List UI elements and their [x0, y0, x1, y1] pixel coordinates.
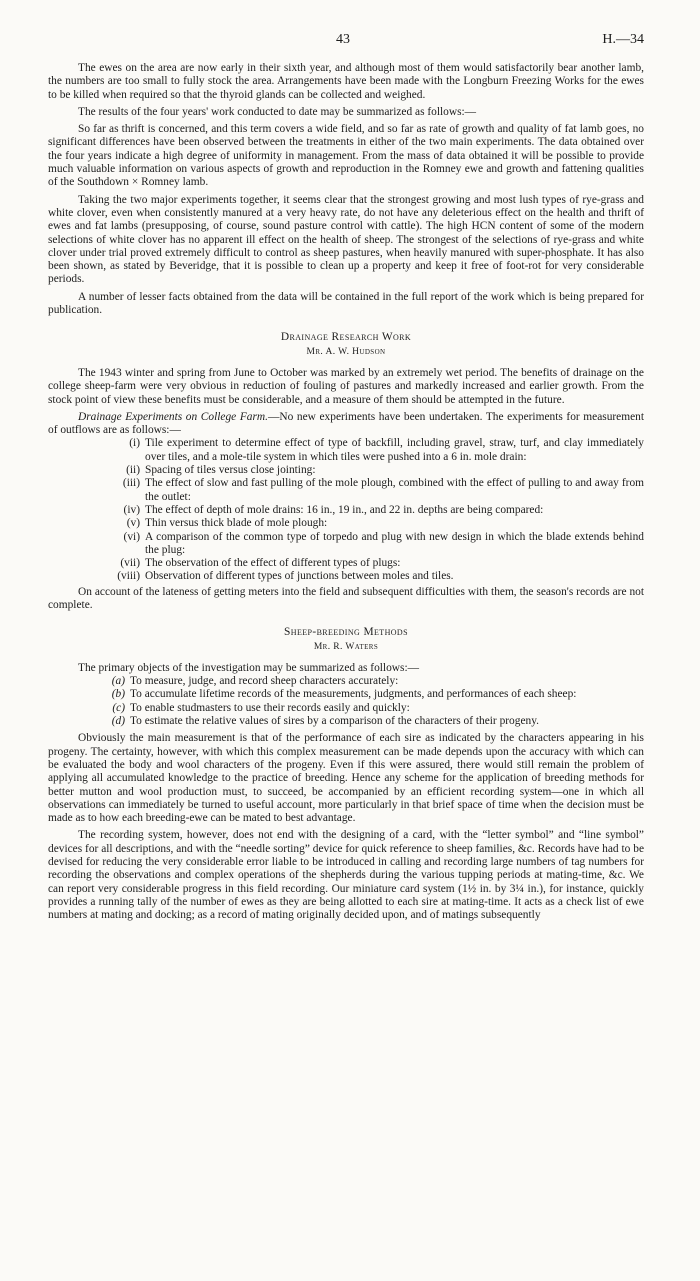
- drainage-experiment-list: [48, 437, 644, 583]
- page-number: 43: [336, 32, 350, 47]
- list-item: (vii) The observation of the effect of different types of plugs:: [120, 557, 401, 570]
- intro-paragraph: Taking the two major experiments together, it seems clear that the strongest growing and most lush types of rye-grass and white clover, even when consistently manured at a very heavy rate, do not have any deleterious effect on the health and thrift of ewes and fat lambs (presupposing, of course, sound pasture control with cattle). The high HCN content of some of the modern selections of white clover has no apparent ill effect on the health of sheep. The strongest of the selections of rye-grass and white clover under trial proved extremely difficult to control as sheep pastures, when heavily manured with super-phosphate. It has also been shown, as stated by Beveridge, that it is possible to clean up a property and keep it free of foot-rot for very considerable periods.: [48, 193, 644, 286]
- document-reference: H.—34: [602, 32, 644, 47]
- list-item: (c) To enable studmasters to use their records easily and quickly:: [112, 701, 410, 714]
- intro-paragraph: The results of the four years' work conducted to date may be summarized as follows:—: [78, 105, 477, 118]
- list-item: (i) Tile experiment to determine effect of type of backfill, including gravel, straw, turf, and clay immediately over tiles, and a mole-tile system in which tiles were pushed into a 6 in. mole drain:: [129, 437, 644, 463]
- list-item: (v) Thin versus thick blade of mole plough:: [126, 517, 328, 530]
- intro-paragraph: So far as thrift is concerned, and this term covers a wide field, and so far as rate of growth and quality of fat lamb goes, no significant differences have been observed between the treatments in either of the two main experiments. The data obtained over the four years indicate a high degree of uniformity in management. From the mass of data obtained it will be possible to provide much valuable information on various aspects of growth and reproduction in the Romney ewe and growth and fattening qualities of the Southdown × Romney lamb.: [48, 123, 644, 189]
- drainage-subheading: Drainage Experiments on College Farm.: [78, 410, 268, 423]
- drainage-subheading-text: —No new experiments have been undertaken. The experiments for measurement of outflows are as follows:—: [48, 410, 645, 437]
- list-item: (iii) The effect of slow and fast pulling of the mole plough, combined with the effect of pulling to and away from the outlet:: [122, 477, 644, 503]
- list-item: (d) To estimate the relative values of sires by a comparison of the characters of their progeny.: [111, 715, 540, 728]
- drainage-paragraph: [48, 411, 644, 438]
- list-item: (a) To measure, judge, and record sheep characters accurately:: [111, 675, 399, 688]
- intro-paragraph: The ewes on the area are now early in their sixth year, and although most of them would satisfactorily bear another lamb, the numbers are too small to fully stock the area. Arrangements have been made with the Longburn Freezing Works for the ewes to be killed when required so that the thyroid glands can be collected and weighed.: [48, 62, 644, 101]
- section-heading-drainage: Drainage Research Work: [280, 331, 412, 344]
- drainage-paragraph: On account of the lateness of getting meters into the field and subsequent difficulties with them, the season's records are not complete.: [48, 585, 644, 611]
- intro-paragraph: A number of lesser facts obtained from the data will be contained in the full report of the work which is being prepared for publication.: [48, 290, 644, 317]
- sheep-objectives-list: [48, 675, 644, 728]
- list-item: (iv) The effect of depth of mole drains: 16 in., 19 in., and 22 in. depths are being compared:: [123, 503, 544, 516]
- drainage-paragraph: The 1943 winter and spring from June to October was marked by an extremely wet period. The benefits of drainage on the college sheep-farm were very obvious in reduction of fouling of pastures and markedly increased and earlier growth. From the stock point of view these benefits must be considerable, and a measure of them should be attempted in the future.: [48, 366, 644, 406]
- section-heading-sheep-breeding: Sheep-breeding Methods: [284, 626, 408, 639]
- list-item: (viii) Observation of different types of junctions between moles and tiles.: [117, 570, 454, 583]
- document-body: [48, 62, 644, 923]
- sheep-paragraph: The recording system, however, does not end with the designing of a card, with the “letter symbol” and “line symbol” devices for all descriptions, and with the “needle sorting” device for quick reference to sheep families, &c. Records have had to be devised for reducing the very considerable error liable to be introduced in calling and recording large numbers of tag numbers for recording the observations and complex operations of the shepherds during the various tupping periods at mating-time, &c. We can report very considerable progress in this field recording. Our miniature card system (1½ in. by 3¼ in.), for instance, quickly provides a running tally of the number of ewes as they are being allotted to each sire at mating-time. It acts as a check list of ewe numbers at mating and docking; as a record of mating originally decided upon, and of matings subsequently: [48, 829, 644, 922]
- sheep-paragraph: The primary objects of the investigation may be summarized as follows:—: [78, 661, 420, 674]
- list-item: (b) To accumulate lifetime records of the measurements, judgments, and performances of each sheep:: [111, 688, 577, 701]
- list-item: (ii) Spacing of tiles versus close jointing:: [126, 464, 316, 477]
- section-author-sheep-breeding: Mr. R. Waters: [313, 641, 379, 652]
- list-item: (vi) A comparison of the common type of torpedo and plug with new design in which the blade extends behind the plug:: [123, 530, 644, 556]
- sheep-paragraph: Obviously the main measurement is that of the performance of each sire as indicated by the characters appearing in his progeny. The certainty, however, with which this complex measurement can be made depends upon the accuracy with which can be evaluated the body and wool characters of the progeny. Even if this were assured, there would still remain the problem of applying all accumulated knowledge to the practice of breeding. Hence any scheme for the application of breeding methods for better mutton and wool production must, to succeed, be accompanied by an efficient recording system—one in which all observations can immediately be turned to useful account, more particularly in that brief space of time when the decision must be made as to how each breeding-ewe can be mated to best advantage.: [48, 732, 644, 825]
- page-header: [48, 32, 644, 54]
- section-author-drainage: Mr. A. W. Hudson: [306, 346, 386, 357]
